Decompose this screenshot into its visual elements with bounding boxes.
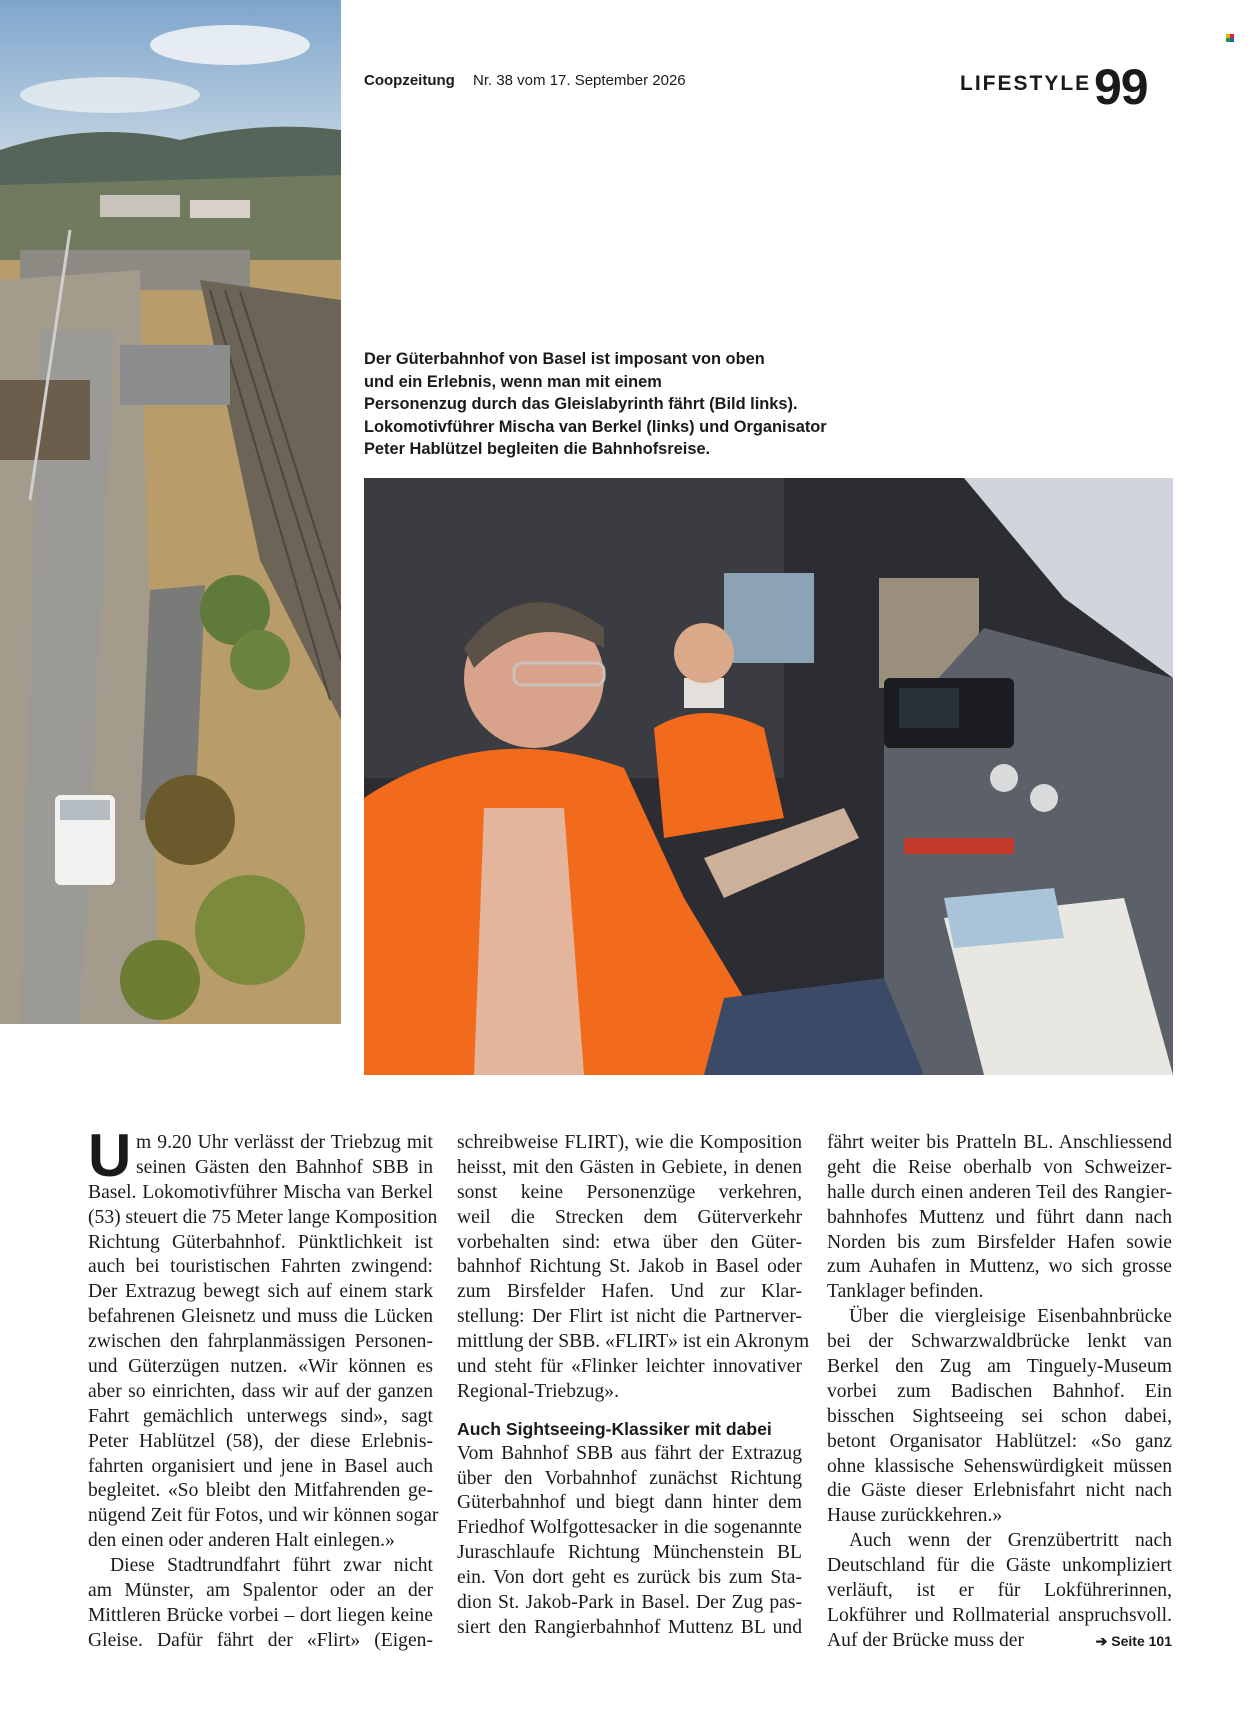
continuation-link[interactable]: ➔ Seite 101 bbox=[1095, 1632, 1172, 1649]
section-label: LIFESTYLE bbox=[960, 72, 1092, 95]
photo-caption bbox=[364, 348, 827, 461]
text-line: heisst, mit den Gästen in Gebiete, in denen bbox=[457, 1156, 802, 1178]
drop-cap: U bbox=[88, 1122, 132, 1189]
text-line: fährt weiter bis Pratteln BL. Anschliessend bbox=[827, 1132, 1172, 1153]
text-line: Gleise. Dafür fährt der «Flirt» (Eigen- bbox=[88, 1629, 433, 1651]
text-line: Friedhof Wolfgottesacker in die sogenannte bbox=[457, 1517, 802, 1539]
text-line: halle durch einen anderen Teil des Rangier- bbox=[827, 1181, 1172, 1203]
article-column-1 bbox=[88, 1122, 439, 1654]
text-line: und steht für «Flinker leichter innovativer bbox=[457, 1356, 802, 1378]
issue-info: Nr. 38 vom 17. September 2026 bbox=[473, 72, 686, 89]
locomotive-cab-photo bbox=[364, 478, 1173, 1075]
text-line: Lokführer und Rollmaterial anspruchsvoll. bbox=[827, 1604, 1172, 1626]
text-line: Über die viergleisige Eisenbahnbrücke bbox=[849, 1306, 1172, 1328]
caption-line: Der Güterbahnhof von Basel ist imposant von oben bbox=[364, 350, 765, 368]
text-line: Mittleren Brücke vorbei – dort liegen keine bbox=[88, 1604, 433, 1626]
final-line bbox=[827, 1629, 1172, 1654]
text-line: Norden bis zum Birsfelder Hafen sowie bbox=[827, 1231, 1172, 1253]
text-line: Hause zurückkehren.» bbox=[827, 1505, 1003, 1527]
aerial-rail-yard-photo bbox=[0, 0, 341, 1024]
text-line: Basel. Lokomotivführer Mischa van Berkel bbox=[88, 1181, 433, 1203]
masthead bbox=[364, 72, 686, 89]
text-line: am Münster, am Spalentor oder an der bbox=[88, 1580, 433, 1602]
text-line: betont Organisator Hablützel: «So ganz bbox=[827, 1430, 1172, 1452]
text-line: Auch wenn der Grenzübertritt nach bbox=[849, 1530, 1172, 1552]
text-line: ohne klassische Sehenswürdigkeit müssen bbox=[827, 1455, 1172, 1477]
text-line: Diese Stadtrundfahrt führt zwar nicht bbox=[110, 1555, 433, 1577]
text-line: zum Auhafen in Muttenz, wo sich grosse bbox=[827, 1256, 1172, 1278]
caption-line: Personenzug durch das Gleislabyrinth fährt (Bild links). bbox=[364, 395, 798, 414]
text-line: auch bei touristischen Fahrten zwingend: bbox=[88, 1256, 433, 1278]
publication-name: Coopzeitung bbox=[364, 72, 455, 89]
page-number: 99 bbox=[1094, 59, 1148, 115]
text-line: aber so einrichten, dass wir auf der ganzen bbox=[88, 1380, 433, 1402]
text-line: den einen oder anderen Halt einlegen.» bbox=[88, 1530, 395, 1552]
text-line: Der Extrazug bewegt sich auf einem stark bbox=[88, 1281, 433, 1303]
text-line: Auf der Brücke muss der bbox=[827, 1629, 1024, 1651]
text-line: stellung: Der Flirt ist nicht die Partnerver- bbox=[457, 1306, 802, 1328]
text-line: Berkel den Zug am Tinguely-Museum bbox=[827, 1356, 1172, 1378]
text-line: nügend Zeit für Fotos, und wir können sogar bbox=[88, 1505, 439, 1527]
text-line: bahnhof Richtung St. Jakob in Basel oder bbox=[457, 1256, 802, 1278]
article-column-2 bbox=[457, 1131, 810, 1641]
caption-line: und ein Erlebnis, wenn man mit einem bbox=[364, 372, 662, 391]
text-line: schreibweise FLIRT), wie die Komposition bbox=[457, 1132, 802, 1153]
text-line: fahrten organisiert und jene in Basel auch bbox=[88, 1455, 433, 1477]
text-line: m 9.20 Uhr verlässt der Triebzug mit bbox=[136, 1132, 433, 1153]
text-line: Tanklager befinden. bbox=[827, 1281, 984, 1303]
article-subheading: Auch Sightseeing-Klassiker mit dabei bbox=[457, 1418, 772, 1439]
text-line: und Güterzügen nutzen. «Wir können es bbox=[88, 1356, 433, 1378]
text-line: Güterbahnhof und biegt dann hinter dem bbox=[457, 1492, 802, 1514]
text-line: die Gäste dieser Erlebnisfahrt nicht nach bbox=[827, 1480, 1172, 1502]
caption-line: Lokomotivführer Mischa van Berkel (links) und Organisator bbox=[364, 417, 827, 436]
text-line: vorbehalten sind: etwa über den Güter- bbox=[457, 1231, 802, 1253]
text-line: sonst keine Personenzüge verkehren, bbox=[457, 1181, 802, 1203]
text-line: bisschen Sightseeing sei schon dabei, bbox=[827, 1405, 1172, 1427]
text-line: Vom Bahnhof SBB aus fährt der Extrazug bbox=[457, 1442, 802, 1464]
text-line: vorbei zum Badischen Bahnhof. Ein bbox=[827, 1380, 1172, 1402]
text-line: über den Vorbahnhof zunächst Richtung bbox=[457, 1467, 802, 1489]
text-line: mittlung der SBB. «FLIRT» ist ein Akronym bbox=[457, 1331, 810, 1353]
text-line: geht die Reise oberhalb von Schweizer- bbox=[827, 1156, 1172, 1178]
text-line: bahnhofes Muttenz und führt dann nach bbox=[827, 1206, 1172, 1228]
text-line: (53) steuert die 75 Meter lange Komposition bbox=[88, 1206, 438, 1228]
text-line: siert den Rangierbahnhof Muttenz BL und bbox=[457, 1616, 802, 1638]
text-line: seinen Gästen den Bahnhof SBB in bbox=[136, 1156, 433, 1178]
text-line: befahrenen Gleisnetz und muss die Lücken bbox=[88, 1306, 433, 1328]
text-line: zum Birsfelder Hafen. Und zur Klar- bbox=[457, 1281, 802, 1303]
article-column-3 bbox=[827, 1131, 1172, 1654]
text-line: Fahrt gemächlich unterwegs sind», sagt bbox=[88, 1405, 433, 1427]
text-line: zwischen den fahrplanmässigen Personen- bbox=[88, 1331, 433, 1353]
text-line: begleitet. «So bleibt den Mitfahrenden ge- bbox=[88, 1480, 433, 1502]
text-line: Peter Hablützel (58), der diese Erlebnis- bbox=[88, 1430, 433, 1452]
text-line: dion St. Jakob-Park in Basel. Der Zug pas- bbox=[457, 1592, 802, 1614]
text-line: bei der Schwarzwaldbrücke lenkt van bbox=[827, 1331, 1172, 1353]
text-line: Juraschlaufe Richtung Münchenstein BL bbox=[457, 1542, 802, 1564]
text-line: Deutschland für die Gäste unkompliziert bbox=[827, 1555, 1172, 1577]
text-line: ein. Von dort geht es zurück bis zum Sta- bbox=[457, 1567, 802, 1589]
text-line: verläuft, ist er für Lokführerinnen, bbox=[827, 1580, 1172, 1602]
caption-line: Peter Hablützel begleiten die Bahnhofsreise. bbox=[364, 440, 711, 459]
text-line: Regional-Triebzug». bbox=[457, 1380, 619, 1402]
color-registration-mark bbox=[1226, 34, 1234, 42]
text-line: weil die Strecken dem Güterverkehr bbox=[457, 1206, 802, 1228]
text-line: Richtung Güterbahnhof. Pünktlichkeit ist bbox=[88, 1231, 433, 1253]
